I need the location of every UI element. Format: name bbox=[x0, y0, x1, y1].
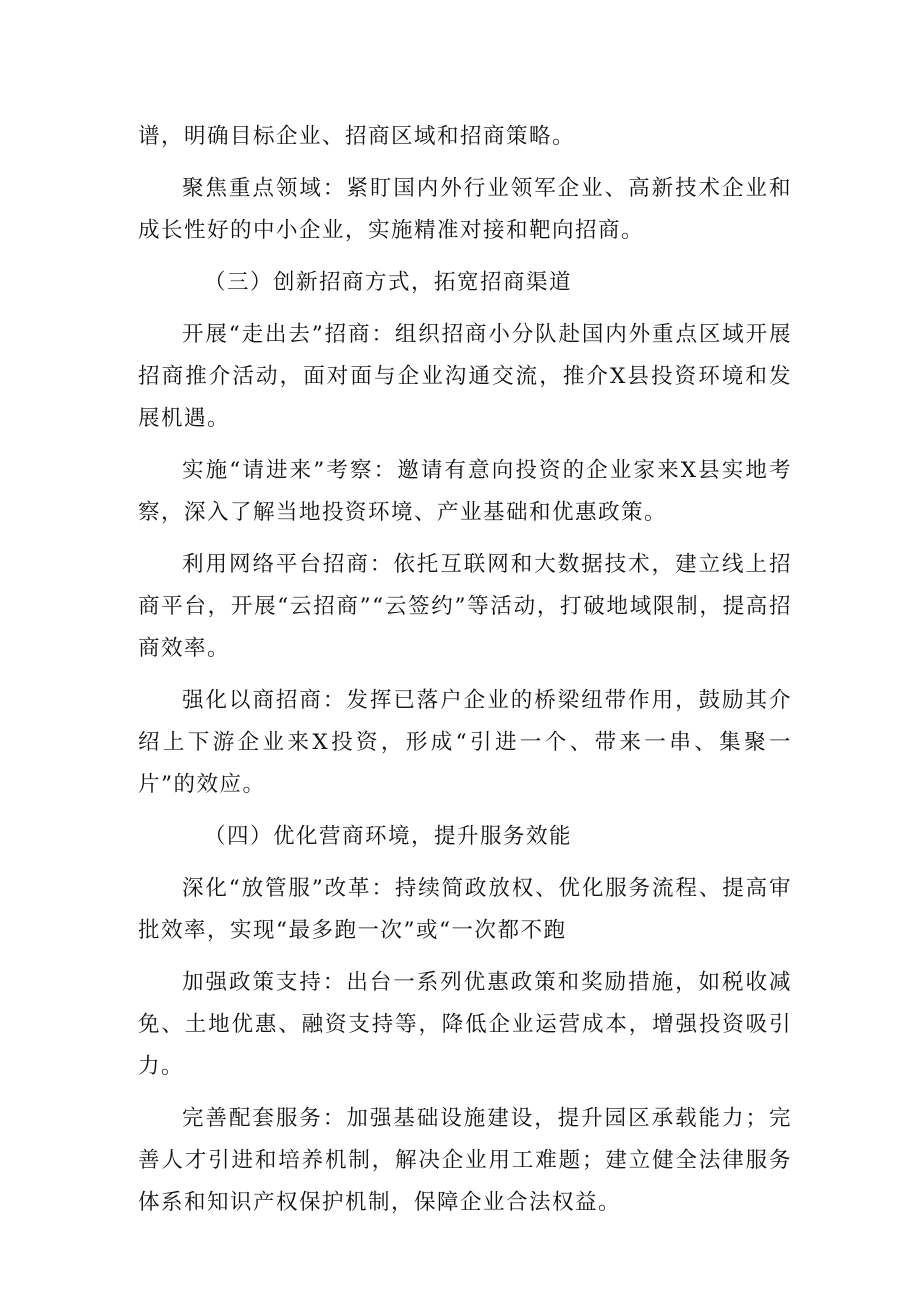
paragraph-invite-in: 实施“请进来”考察：邀请有意向投资的企业家来X县实地考察，深入了解当地投资环境、产业基础和优惠政策。 bbox=[138, 458, 792, 525]
paragraph-focus-key-areas: 聚焦重点领域：紧盯国内外行业领军企业、高新技术企业和成长性好的中小企业，实施精准对接和靶向招商。 bbox=[138, 176, 792, 243]
paragraph-continuation: 谱，明确目标企业、招商区域和招商策略。 bbox=[138, 124, 576, 149]
paragraph-reform: 深化“放管服”改革：持续简政放权、优化服务流程、提高审批效率，实现“最多跑一次”或“一次都不跑 bbox=[138, 876, 792, 943]
paragraph-online-platform: 利用网络平台招商：依托互联网和大数据技术，建立线上招商平台，开展“云招商”“云签约”等活动，打破地域限制，提高招商效率。 bbox=[138, 552, 792, 661]
paragraph-go-out: 开展“走出去”招商：组织招商小分队赴国内外重点区域开展招商推介活动，面对面与企业沟通交流，推介X县投资环境和发展机遇。 bbox=[138, 322, 792, 431]
section-heading-4: （四）优化营商环境，提升服务效能 bbox=[204, 824, 573, 849]
paragraph-business-attraction: 强化以商招商：发挥已落户企业的桥梁纽带作用，鼓励其介绍上下游企业来X投资，形成“引进一个、带来一串、集聚一片”的效应。 bbox=[138, 688, 792, 797]
paragraph-policy-support: 加强政策支持：出台一系列优惠政策和奖励措施，如税收减免、土地优惠、融资支持等，降低企业运营成本，增强投资吸引力。 bbox=[138, 970, 792, 1079]
paragraph-supporting-services: 完善配套服务：加强基础设施建设，提升园区承载能力；完善人才引进和培养机制，解决企业用工难题；建立健全法律服务体系和知识产权保护机制，保障企业合法权益。 bbox=[138, 1106, 792, 1215]
document-body bbox=[138, 116, 792, 1224]
section-heading-3: （三）创新招商方式，拓宽招商渠道 bbox=[204, 270, 573, 295]
